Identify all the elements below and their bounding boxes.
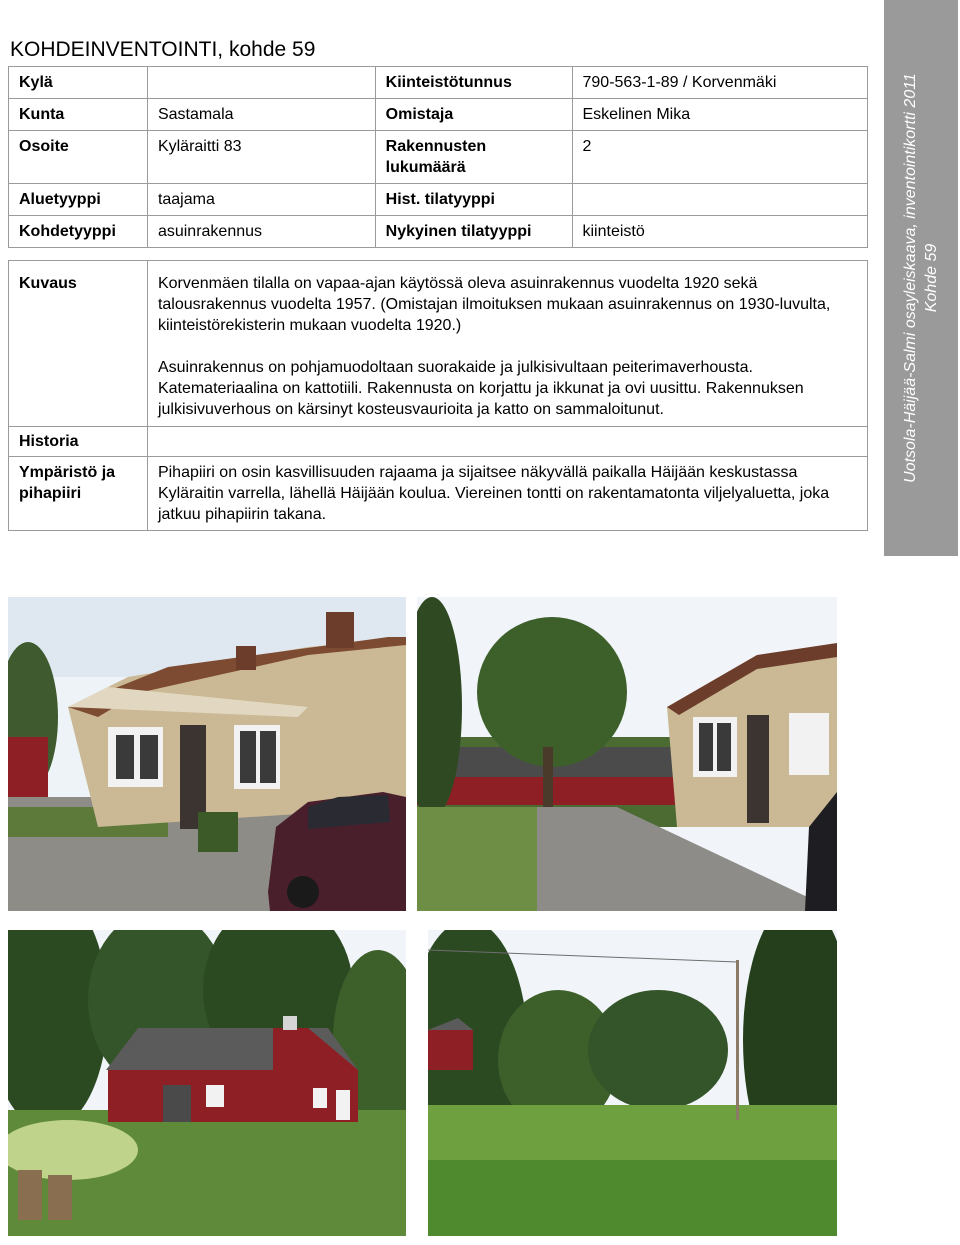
value-kyla xyxy=(147,67,375,99)
photo-red-barn xyxy=(8,930,406,1236)
sidebar-line-2: Kohde 59 xyxy=(923,243,940,313)
value-historia xyxy=(147,427,867,457)
row-kuvaus xyxy=(9,261,868,427)
label-omistaja: Omistaja xyxy=(375,99,572,131)
inventory-table xyxy=(8,66,868,531)
value-kohdetyyppi: asuinrakennus xyxy=(147,216,375,248)
label-aluetyyppi: Aluetyyppi xyxy=(9,184,148,216)
label-hist-tilatyyppi: Hist. tilatyyppi xyxy=(375,184,572,216)
sidebar-line-1: Uotsola-Häijää-Salmi osayleiskaava, inventointikortti 2011 xyxy=(902,73,919,483)
row-aluetyyppi xyxy=(9,184,868,216)
page-title: KOHDEINVENTOINTI, kohde 59 xyxy=(10,38,316,61)
label-kohdetyyppi: Kohdetyyppi xyxy=(9,216,148,248)
label-rakennusten-lukumaara: Rakennusten lukumäärä xyxy=(375,131,572,184)
value-nykyinen-tilatyyppi: kiinteistö xyxy=(572,216,868,248)
label-nykyinen-tilatyyppi: Nykyinen tilatyyppi xyxy=(375,216,572,248)
value-hist-tilatyyppi xyxy=(572,184,868,216)
row-osoite xyxy=(9,131,868,184)
value-kuvaus xyxy=(147,261,867,427)
label-kyla: Kylä xyxy=(9,67,148,99)
row-kohdetyyppi xyxy=(9,216,868,248)
sidebar-band xyxy=(884,0,958,556)
value-aluetyyppi: taajama xyxy=(147,184,375,216)
label-ymparisto: Ympäristö ja pihapiiri xyxy=(9,457,148,531)
label-kiinteistotunnus: Kiinteistötunnus xyxy=(375,67,572,99)
spacer-cell xyxy=(9,248,868,261)
row-historia xyxy=(9,427,868,457)
kuvaus-paragraph-2: Asuinrakennus on pohjamuodoltaan suorakaide ja julkisivultaan peiterimaverhousta. Katemateriaalina on kattotiili. Rakennusta on korjattu ja ikkunat ja ovi uusittu. Rakennuksen julkisivuverhous on kärsinyt kosteusvaurioita ja katto on sammaloitunut. xyxy=(157,359,804,418)
value-ymparisto: Pihapiiri on osin kasvillisuuden rajaama ja sijaitsee näkyvällä paikalla Häijään keskustassa Kyläraitin varrella, lähellä Häijään koulua. Viereinen tontti on rakentamatonta viljelyaluetta, joka jatkuu pihapiirin takana. xyxy=(147,457,867,531)
table-spacer xyxy=(9,248,868,261)
value-kunta: Sastamala xyxy=(147,99,375,131)
sidebar-text xyxy=(900,8,942,548)
label-kunta: Kunta xyxy=(9,99,148,131)
value-osoite: Kyläraitti 83 xyxy=(147,131,375,184)
label-osoite: Osoite xyxy=(9,131,148,184)
value-omistaja: Eskelinen Mika xyxy=(572,99,868,131)
photo-field xyxy=(428,930,837,1236)
kuvaus-paragraph-1: Korvenmäen tilalla on vapaa-ajan käytössä oleva asuinrakennus vuodelta 1920 sekä talousrakennus vuodelta 1957. (Omistajan ilmoituksen mukaan asuinrakennus on 1930-luvulta, kiinteistörekisterin mukaan vuodelta 1920.) xyxy=(157,275,831,334)
row-kyla xyxy=(9,67,868,99)
row-kunta xyxy=(9,99,868,131)
photo-yard-tree xyxy=(417,597,837,911)
label-historia: Historia xyxy=(9,427,148,457)
value-rakennusten-lukumaara: 2 xyxy=(572,131,868,184)
photo-house-front xyxy=(8,597,406,911)
label-kuvaus: Kuvaus xyxy=(9,261,148,427)
row-ymparisto xyxy=(9,457,868,531)
value-kiinteistotunnus: 790-563-1-89 / Korvenmäki xyxy=(572,67,868,99)
